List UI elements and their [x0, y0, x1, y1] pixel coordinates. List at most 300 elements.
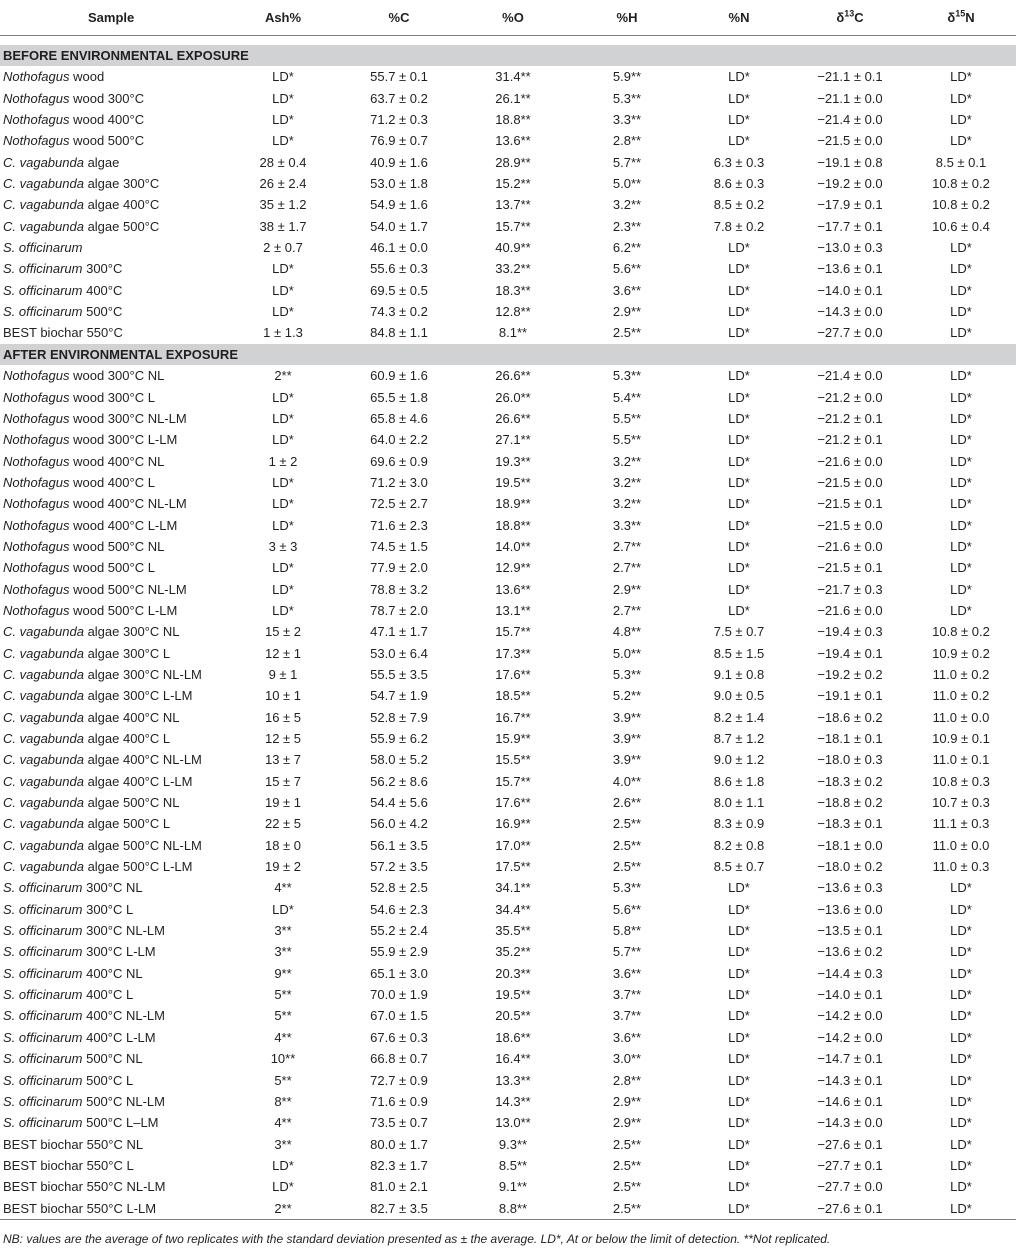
sample-detail: 300°C L-LM — [82, 944, 156, 960]
species-name: C. vagabunda — [3, 688, 84, 704]
sample-cell — [0, 835, 224, 856]
nitrogen-cell: 8.2 ± 1.4 — [713, 709, 765, 725]
oxygen-cell: 15.7** — [495, 773, 531, 789]
oxygen-cell: 14.3** — [495, 1093, 531, 1109]
hydrogen-cell: 3.9** — [612, 709, 642, 725]
delta13c-cell: −21.4 ± 0.0 — [817, 112, 883, 128]
hydrogen-cell: 3.0** — [612, 1051, 642, 1067]
nitrogen-cell: LD* — [728, 560, 750, 576]
oxygen-cell: 13.7** — [495, 197, 531, 213]
species-name: C. vagabunda — [3, 859, 84, 875]
delta15n-cell: LD* — [950, 901, 972, 917]
nitrogen-cell: LD* — [728, 240, 750, 256]
sample-cell — [0, 237, 224, 258]
hydrogen-cell: 5.2** — [612, 688, 642, 704]
delta15n-cell: LD* — [950, 1072, 972, 1088]
header-hydrogen: %H — [570, 0, 684, 36]
carbon-cell: 76.9 ± 0.7 — [370, 133, 428, 149]
species-name: C. vagabunda — [3, 816, 84, 832]
hydrogen-cell: 3.9** — [612, 752, 642, 768]
ash-cell: 10 ± 1 — [264, 688, 302, 704]
oxygen-cell: 15.2** — [495, 176, 531, 192]
ash-cell: LD* — [272, 474, 294, 490]
delta13c-cell: −17.7 ± 0.1 — [817, 218, 883, 234]
sample-cell — [0, 280, 224, 301]
delta13c-cell: −21.5 ± 0.0 — [817, 474, 883, 490]
table-row — [0, 387, 1016, 408]
sample-cell — [0, 1048, 224, 1069]
carbon-cell: 69.6 ± 0.9 — [370, 453, 428, 469]
nitrogen-cell: 9.0 ± 1.2 — [713, 752, 765, 768]
delta15n-cell: 10.8 ± 0.2 — [932, 197, 990, 213]
ash-cell: LD* — [272, 133, 294, 149]
table-footnote: NB: values are the average of two replicates with the standard deviation presented as ± the average. LD*, At or below the limit of detection. **Not replicated. — [3, 1231, 831, 1246]
sample-detail: algae 500°C — [83, 218, 160, 234]
oxygen-cell: 18.5** — [495, 688, 531, 704]
oxygen-cell: 13.3** — [495, 1072, 531, 1088]
delta13c-cell: −18.1 ± 0.0 — [817, 837, 883, 853]
hydrogen-cell: 3.9** — [612, 731, 642, 746]
delta15n-cell: LD* — [950, 453, 972, 469]
ash-cell: 35 ± 1.2 — [259, 197, 307, 213]
hydrogen-cell: 5.3** — [612, 368, 642, 384]
carbon-cell: 81.0 ± 2.1 — [370, 1179, 428, 1195]
sample-detail: algae 400°C L — [83, 731, 171, 746]
sample-cell — [0, 621, 224, 642]
species-name: C. vagabunda — [3, 752, 84, 768]
table-row — [0, 579, 1016, 600]
sample-detail: 500°C NL-LM — [82, 1093, 165, 1109]
table-row — [0, 941, 1016, 962]
oxygen-cell: 9.3** — [498, 1136, 528, 1152]
carbon-cell: 66.8 ± 0.7 — [370, 1051, 428, 1067]
oxygen-cell: 12.8** — [495, 304, 531, 320]
hydrogen-cell: 2.7** — [612, 602, 642, 618]
section-title: AFTER ENVIRONMENTAL EXPOSURE — [0, 344, 1016, 365]
species-name: C. vagabunda — [3, 666, 84, 682]
oxygen-cell: 31.4** — [495, 69, 531, 85]
table-body — [0, 45, 1016, 1219]
sample-detail: BEST biochar 550°C — [3, 325, 123, 341]
hydrogen-cell: 5.3** — [612, 90, 642, 106]
ash-cell: 2 ± 0.7 — [263, 240, 303, 256]
oxygen-cell: 35.2** — [495, 944, 531, 960]
nitrogen-cell: LD* — [728, 304, 750, 320]
sample-cell — [0, 771, 224, 792]
ash-cell: LD* — [272, 69, 294, 85]
nitrogen-cell: 8.0 ± 1.1 — [713, 795, 765, 811]
table-row — [0, 109, 1016, 130]
hydrogen-cell: 2.9** — [612, 581, 642, 597]
species-name: S. officinarum — [3, 1008, 83, 1024]
sample-detail: wood 400°C L — [69, 474, 155, 490]
sample-cell — [0, 600, 224, 621]
delta13c-cell: −21.5 ± 0.0 — [817, 133, 883, 149]
sample-cell — [0, 941, 224, 962]
hydrogen-cell: 5.3** — [612, 666, 642, 682]
delta15n-cell: LD* — [906, 1198, 1016, 1220]
nitrogen-cell: LD* — [728, 880, 750, 896]
carbon-cell: 65.5 ± 1.8 — [370, 389, 428, 405]
sample-cell — [0, 88, 224, 109]
sample-detail: 400°C NL-LM — [82, 1008, 165, 1024]
hydrogen-cell: 5.4** — [612, 389, 642, 405]
species-name: Nothofagus — [3, 581, 70, 597]
hydrogen-cell: 2.5** — [612, 816, 642, 832]
table-row — [0, 707, 1016, 728]
carbon-cell: 54.4 ± 5.6 — [370, 795, 428, 811]
carbon-cell: 54.9 ± 1.6 — [370, 197, 428, 213]
ash-cell: LD* — [272, 496, 294, 512]
carbon-cell: 55.9 ± 2.9 — [370, 944, 428, 960]
species-name: S. officinarum — [3, 1029, 83, 1045]
nitrogen-cell: LD* — [728, 325, 750, 341]
carbon-cell: 70.0 ± 1.9 — [370, 987, 428, 1003]
delta15n-cell: LD* — [950, 133, 972, 149]
nitrogen-cell: 8.7 ± 1.2 — [713, 731, 765, 746]
species-name: S. officinarum — [3, 1051, 83, 1067]
table-row — [0, 1198, 1016, 1220]
table-row — [0, 1048, 1016, 1069]
hydrogen-cell: 4.8** — [612, 624, 642, 640]
hydrogen-cell: 5.0** — [612, 645, 642, 661]
sample-cell — [0, 963, 224, 984]
sample-cell — [0, 643, 224, 664]
carbon-cell: 65.1 ± 3.0 — [370, 965, 428, 981]
ash-cell: 3 ± 3 — [268, 538, 298, 554]
nitrogen-cell: LD* — [728, 1157, 750, 1173]
sample-cell — [0, 1027, 224, 1048]
section-header — [0, 45, 1016, 66]
delta13c-cell: −21.6 ± 0.0 — [817, 602, 883, 618]
carbon-cell: 67.6 ± 0.3 — [370, 1029, 428, 1045]
delta15n-cell: 10.7 ± 0.3 — [932, 795, 990, 811]
delta13c-cell: −13.5 ± 0.1 — [817, 923, 883, 939]
header-sample: Sample — [0, 0, 224, 36]
delta13c-cell: −14.3 ± 0.1 — [817, 1072, 883, 1088]
oxygen-cell: 28.9** — [495, 154, 531, 170]
hydrogen-cell: 2.6** — [612, 795, 642, 811]
delta15n-cell: 10.8 ± 0.2 — [932, 176, 990, 192]
nitrogen-cell: LD* — [728, 453, 750, 469]
sample-detail: BEST biochar 550°C L-LM — [3, 1200, 157, 1216]
delta15n-cell: LD* — [950, 304, 972, 320]
oxygen-cell: 14.0** — [495, 538, 531, 554]
ash-cell: LD* — [272, 517, 294, 533]
nitrogen-cell: LD* — [728, 581, 750, 597]
ash-cell: LD* — [272, 389, 294, 405]
table-row — [0, 194, 1016, 215]
sample-detail: wood 400°C NL-LM — [69, 496, 187, 512]
carbon-cell: 60.9 ± 1.6 — [370, 368, 428, 384]
carbon-cell: 63.7 ± 0.2 — [370, 90, 428, 106]
nitrogen-cell: 9.1 ± 0.8 — [713, 666, 765, 682]
delta13c-cell: −19.1 ± 0.8 — [817, 154, 883, 170]
sample-cell — [0, 194, 224, 215]
carbon-cell: 54.0 ± 1.7 — [370, 218, 428, 234]
oxygen-cell: 18.8** — [495, 517, 531, 533]
oxygen-cell: 33.2** — [495, 261, 531, 277]
carbon-cell: 80.0 ± 1.7 — [370, 1136, 428, 1152]
ash-cell: 13 ± 7 — [264, 752, 302, 768]
sample-detail: wood 400°C NL — [69, 453, 165, 469]
delta13c-cell: −13.6 ± 0.1 — [817, 261, 883, 277]
table-row — [0, 1134, 1016, 1155]
table-header — [0, 0, 1016, 45]
delta15n-cell: 11.0 ± 0.3 — [932, 859, 990, 875]
table-row — [0, 1155, 1016, 1176]
delta13c-cell: −19.1 ± 0.1 — [817, 688, 883, 704]
hydrogen-cell: 2.5** — [570, 1198, 684, 1220]
species-name: Nothofagus — [3, 453, 70, 469]
species-name: Nothofagus — [3, 602, 70, 618]
header-delta15n: $\delta^{15}N$ — [906, 0, 1016, 36]
hydrogen-cell: 2.5** — [612, 1136, 642, 1152]
hydrogen-cell: 2.8** — [612, 133, 642, 149]
sample-detail: algae 300°C L — [83, 645, 171, 661]
nitrogen-cell: 8.6 ± 1.8 — [713, 773, 765, 789]
sample-cell — [0, 899, 224, 920]
table-row — [0, 792, 1016, 813]
oxygen-cell: 15.7** — [495, 624, 531, 640]
oxygen-cell: 18.3** — [495, 282, 531, 298]
oxygen-cell: 20.3** — [495, 965, 531, 981]
nitrogen-cell: LD* — [684, 1198, 794, 1220]
ash-cell: 9 ± 1 — [268, 666, 298, 682]
oxygen-cell: 19.3** — [495, 453, 531, 469]
oxygen-cell: 13.6** — [495, 581, 531, 597]
table-row — [0, 1176, 1016, 1197]
sample-cell — [0, 429, 224, 450]
table-row — [0, 899, 1016, 920]
oxygen-cell: 17.6** — [495, 795, 531, 811]
section-header — [0, 344, 1016, 365]
oxygen-cell: 18.9** — [495, 496, 531, 512]
delta15n-cell: LD* — [950, 474, 972, 490]
nitrogen-cell: LD* — [728, 987, 750, 1003]
ash-cell: 22 ± 5 — [264, 816, 302, 832]
carbon-cell: 54.7 ± 1.9 — [370, 688, 428, 704]
oxygen-cell: 27.1** — [495, 432, 531, 448]
sample-detail: algae 400°C NL — [83, 709, 180, 725]
oxygen-cell: 15.9** — [495, 731, 531, 746]
sample-cell — [0, 536, 224, 557]
sample-detail: wood 500°C NL — [69, 538, 165, 554]
delta15n-cell: 11.0 ± 0.2 — [932, 666, 990, 682]
oxygen-cell: 16.7** — [495, 709, 531, 725]
hydrogen-cell: 5.7** — [612, 154, 642, 170]
species-name: S. officinarum — [3, 1115, 83, 1131]
delta13c-cell: −21.2 ± 0.0 — [817, 389, 883, 405]
delta13c-cell: −18.0 ± 0.3 — [817, 752, 883, 768]
hydrogen-cell: 2.5** — [612, 325, 642, 341]
delta13c-cell: −13.6 ± 0.2 — [817, 944, 883, 960]
ash-cell: 4** — [274, 1115, 292, 1131]
sample-cell — [0, 301, 224, 322]
hydrogen-cell: 3.2** — [612, 453, 642, 469]
species-name: C. vagabunda — [3, 154, 84, 170]
species-name: C. vagabunda — [3, 795, 84, 811]
carbon-cell: 53.0 ± 1.8 — [370, 176, 428, 192]
delta13c-cell: −27.6 ± 0.1 — [794, 1198, 906, 1220]
ash-cell: LD* — [272, 304, 294, 320]
sample-detail: algae 500°C NL — [83, 795, 180, 811]
sample-cell — [0, 1005, 224, 1026]
carbon-cell: 55.9 ± 6.2 — [370, 731, 428, 746]
nitrogen-cell: 8.6 ± 0.3 — [713, 176, 765, 192]
carbon-cell: 71.2 ± 0.3 — [370, 112, 428, 128]
carbon-cell: 40.9 ± 1.6 — [370, 154, 428, 170]
delta13c-cell: −13.6 ± 0.0 — [817, 901, 883, 917]
ash-cell: 28 ± 0.4 — [259, 154, 307, 170]
oxygen-cell: 34.4** — [495, 901, 531, 917]
carbon-cell: 73.5 ± 0.7 — [370, 1115, 428, 1131]
hydrogen-cell: 5.9** — [612, 69, 642, 85]
nitrogen-cell: LD* — [728, 1136, 750, 1152]
ash-cell: 8** — [274, 1093, 292, 1109]
nitrogen-cell: LD* — [728, 432, 750, 448]
sample-cell — [0, 920, 224, 941]
ash-cell: 15 ± 2 — [264, 624, 302, 640]
nitrogen-cell: 8.3 ± 0.9 — [713, 816, 765, 832]
sample-cell — [0, 387, 224, 408]
delta15n-cell: 10.8 ± 0.2 — [932, 624, 990, 640]
hydrogen-cell: 5.6** — [612, 901, 642, 917]
header-oxygen: %O — [456, 0, 570, 36]
carbon-cell: 82.7 ± 3.5 — [342, 1198, 456, 1220]
table-row — [0, 66, 1016, 87]
sample-cell — [0, 1091, 224, 1112]
nitrogen-cell: LD* — [728, 1029, 750, 1045]
carbon-cell: 67.0 ± 1.5 — [370, 1008, 428, 1024]
species-name: Nothofagus — [3, 496, 70, 512]
hydrogen-cell: 5.0** — [612, 176, 642, 192]
carbon-cell: 65.8 ± 4.6 — [370, 410, 428, 426]
sample-cell — [0, 173, 224, 194]
hydrogen-cell: 5.5** — [612, 410, 642, 426]
species-name: S. officinarum — [3, 261, 83, 277]
species-name: S. officinarum — [3, 282, 83, 298]
sample-detail: 400°C — [82, 282, 123, 298]
carbon-cell: 55.7 ± 0.1 — [370, 69, 428, 85]
sample-cell — [0, 1176, 224, 1197]
hydrogen-cell: 2.9** — [612, 1115, 642, 1131]
delta13c-cell: −27.7 ± 0.0 — [817, 325, 883, 341]
sample-cell — [0, 856, 224, 877]
carbon-cell: 57.2 ± 3.5 — [370, 859, 428, 875]
ash-cell: 19 ± 2 — [264, 859, 302, 875]
table-row — [0, 536, 1016, 557]
carbon-cell: 64.0 ± 2.2 — [370, 432, 428, 448]
delta15n-cell: 10.8 ± 0.3 — [932, 773, 990, 789]
nitrogen-cell: LD* — [728, 389, 750, 405]
hydrogen-cell: 2.3** — [612, 218, 642, 234]
table-row — [0, 813, 1016, 834]
table-row — [0, 1091, 1016, 1112]
delta15n-cell: 10.6 ± 0.4 — [932, 218, 990, 234]
oxygen-cell: 8.8** — [456, 1198, 570, 1220]
delta15n-cell: LD* — [950, 880, 972, 896]
ash-cell: 2** — [224, 1198, 342, 1220]
ash-cell: LD* — [272, 560, 294, 576]
nitrogen-cell: LD* — [728, 90, 750, 106]
species-name: C. vagabunda — [3, 197, 84, 213]
delta15n-cell: LD* — [950, 1029, 972, 1045]
sample-detail: 400°C L-LM — [82, 1029, 156, 1045]
table-row — [0, 920, 1016, 941]
delta13c-cell: −14.4 ± 0.3 — [817, 965, 883, 981]
species-name: C. vagabunda — [3, 624, 84, 640]
carbon-cell: 53.0 ± 6.4 — [370, 645, 428, 661]
table-row — [0, 322, 1016, 343]
delta15n-cell: LD* — [950, 987, 972, 1003]
ash-cell: 12 ± 5 — [264, 731, 302, 746]
carbon-cell: 52.8 ± 2.5 — [370, 880, 428, 896]
nitrogen-cell: 9.0 ± 0.5 — [713, 688, 765, 704]
sample-detail: 500°C L–LM — [82, 1115, 159, 1131]
species-name: Nothofagus — [3, 538, 70, 554]
delta13c-cell: −27.7 ± 0.1 — [817, 1157, 883, 1173]
species-name: S. officinarum — [3, 987, 83, 1003]
delta15n-cell: LD* — [950, 1115, 972, 1131]
oxygen-cell: 19.5** — [495, 987, 531, 1003]
sample-cell — [0, 1112, 224, 1133]
delta15n-cell: LD* — [950, 581, 972, 597]
sample-cell — [0, 493, 224, 514]
sample-cell — [0, 109, 224, 130]
table-row — [0, 877, 1016, 898]
nitrogen-cell: LD* — [728, 282, 750, 298]
nitrogen-cell: LD* — [728, 538, 750, 554]
sample-detail: BEST biochar 550°C NL — [3, 1136, 144, 1152]
carbon-cell: 52.8 ± 7.9 — [370, 709, 428, 725]
nitrogen-cell: 7.8 ± 0.2 — [713, 218, 765, 234]
sample-detail: 400°C NL — [82, 965, 143, 981]
oxygen-cell: 26.6** — [495, 410, 531, 426]
carbon-cell: 72.5 ± 2.7 — [370, 496, 428, 512]
species-name: Nothofagus — [3, 517, 70, 533]
oxygen-cell: 13.6** — [495, 133, 531, 149]
table-row — [0, 1112, 1016, 1133]
species-name: S. officinarum — [3, 944, 83, 960]
species-name: S. officinarum — [3, 240, 83, 256]
table-row — [0, 557, 1016, 578]
hydrogen-cell: 3.3** — [612, 517, 642, 533]
table-row — [0, 621, 1016, 642]
sample-detail: 300°C — [82, 261, 123, 277]
delta13c-cell: −21.7 ± 0.3 — [817, 581, 883, 597]
table-row — [0, 365, 1016, 386]
table-row — [0, 280, 1016, 301]
species-name: C. vagabunda — [3, 645, 84, 661]
table-row — [0, 1027, 1016, 1048]
species-name: C. vagabunda — [3, 731, 84, 746]
delta13c-cell: −14.6 ± 0.1 — [817, 1093, 883, 1109]
delta13c-cell: −18.6 ± 0.2 — [817, 709, 883, 725]
sample-detail: 300°C NL — [82, 880, 143, 896]
ash-cell: 5** — [274, 987, 292, 1003]
delta15n-cell: LD* — [950, 69, 972, 85]
carbon-cell: 56.0 ± 4.2 — [370, 816, 428, 832]
ash-cell: LD* — [272, 282, 294, 298]
species-name: C. vagabunda — [3, 837, 84, 853]
sample-detail: wood 300°C NL — [69, 368, 165, 384]
sample-detail: algae 500°C L-LM — [83, 859, 193, 875]
delta13c-cell: −19.4 ± 0.1 — [817, 645, 883, 661]
table-row — [0, 984, 1016, 1005]
sample-cell — [0, 216, 224, 237]
nitrogen-cell: 8.5 ± 1.5 — [713, 645, 765, 661]
